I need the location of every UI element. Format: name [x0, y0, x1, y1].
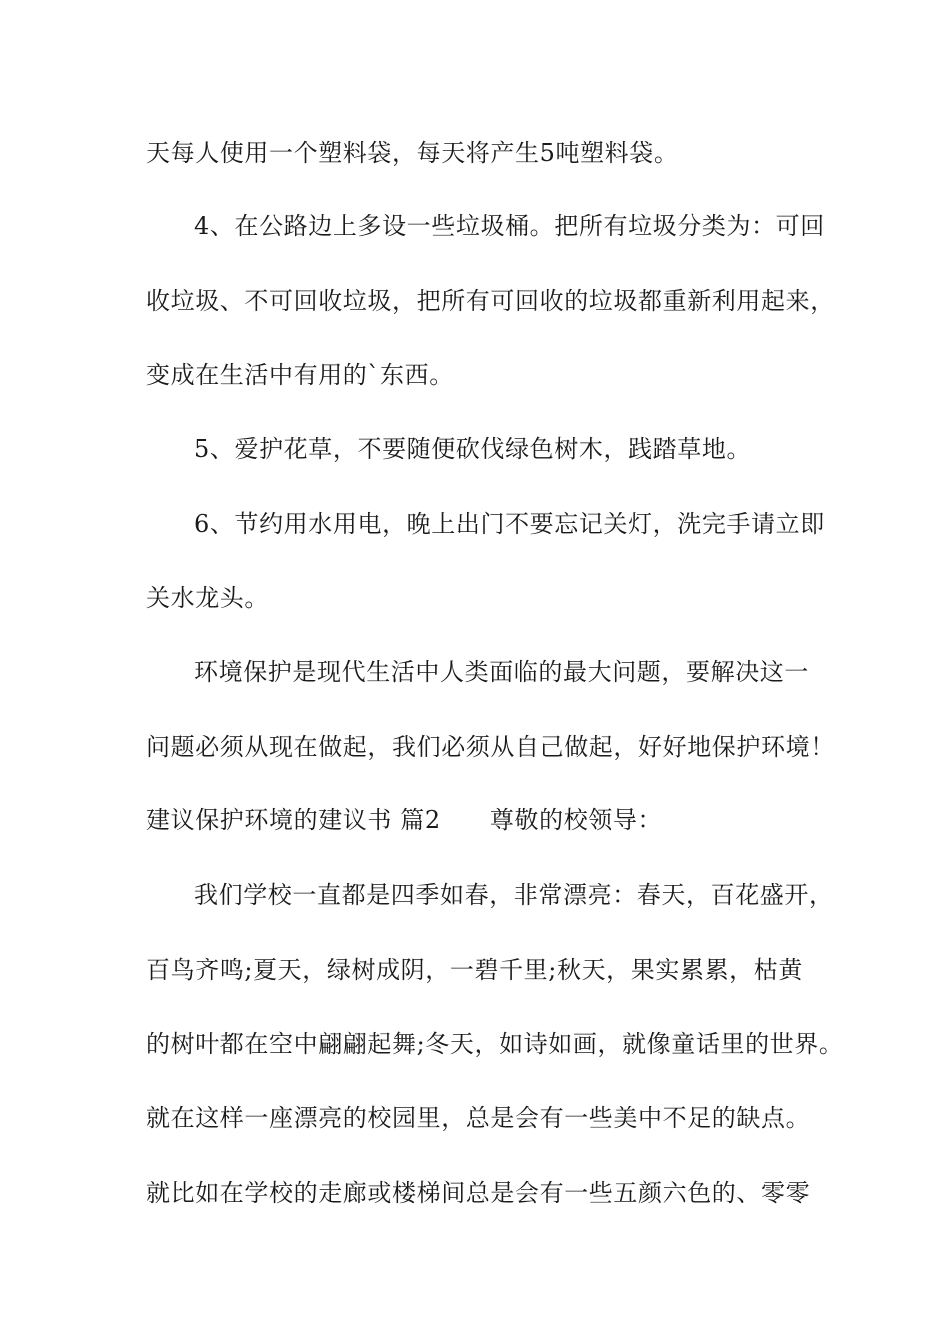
text-line-4: 变成在生活中有用的`东西。	[146, 361, 454, 389]
text-line-6: 6、节约用水用电，晚上出门不要忘记关灯，洗完手请立即	[194, 510, 825, 538]
section-heading-line: 建议保护环境的建议书 篇2 尊敬的校领导：	[146, 806, 663, 834]
text-line-9: 问题必须从现在做起，我们必须从自己做起，好好地保护环境！	[146, 733, 835, 761]
text-line-1: 天每人使用一个塑料袋，每天将产生5吨塑料袋。	[146, 139, 679, 167]
text-line-8: 环境保护是现代生活中人类面临的最大问题，要解决这一	[194, 658, 809, 686]
text-line-11: 我们学校一直都是四季如春，非常漂亮：春天，百花盛开，	[194, 881, 834, 909]
text-line-14: 就在这样一座漂亮的校园里，总是会有一些美中不足的缺点。	[146, 1104, 811, 1132]
text-line-3: 收垃圾、不可回收垃圾，把所有可回收的垃圾都重新利用起来，	[146, 287, 835, 315]
text-line-13: 的树叶都在空中翩翩起舞;冬天，如诗如画，就像童话里的世界。	[146, 1030, 844, 1058]
text-line-7: 关水龙头。	[146, 584, 269, 612]
text-line-5: 5、爱护花草，不要随便砍伐绿色树木，践踏草地。	[194, 435, 752, 463]
text-line-15: 就比如在学校的走廊或楼梯间总是会有一些五颜六色的、零零	[146, 1179, 811, 1207]
text-line-2: 4、在公路边上多设一些垃圾桶。把所有垃圾分类为：可回	[194, 212, 825, 240]
text-line-12: 百鸟齐鸣;夏天，绿树成阴，一碧千里;秋天，果实累累，枯黄	[146, 956, 803, 984]
